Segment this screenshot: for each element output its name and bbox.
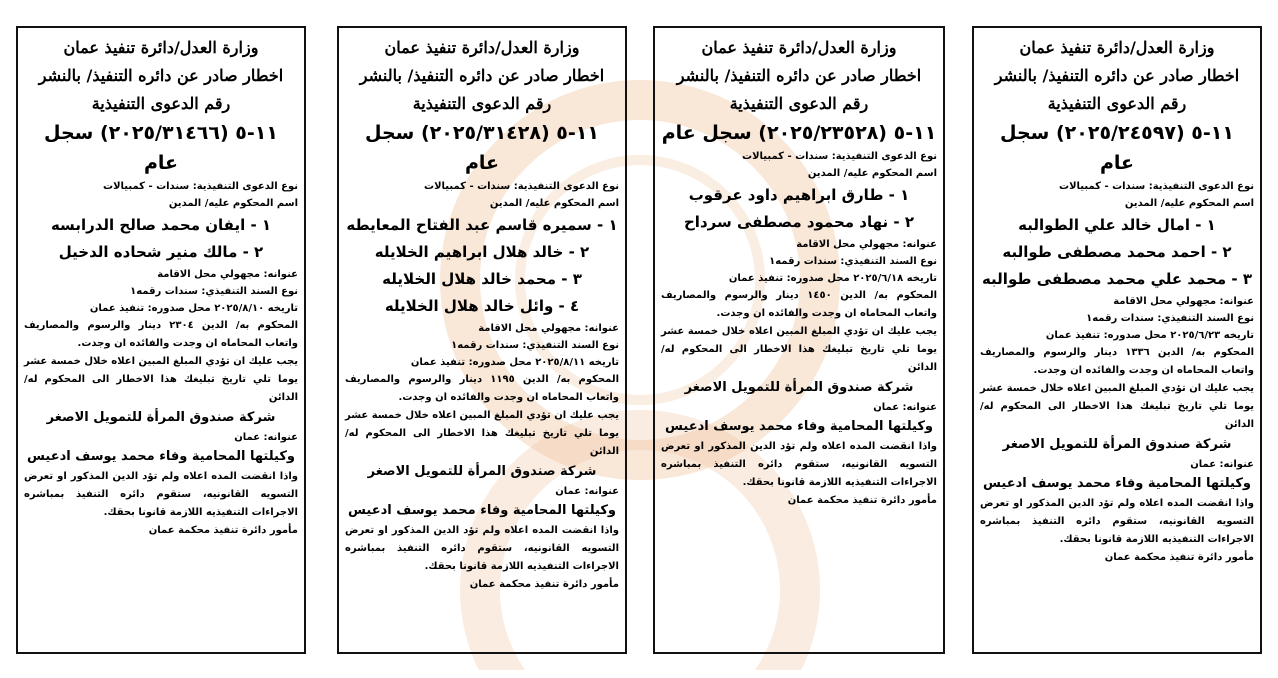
- notice-4: [972, 26, 1262, 654]
- creditor-name: شركة صندوق المرأة للتمويل الاصغر: [46, 410, 276, 425]
- address: عنوانه: مجهولي محل الاقامة: [478, 323, 619, 334]
- judgment-text: المحكوم به/ الدين ١٣٣٦ دينار والرسوم والمصاريف واتعاب المحاماه ان وجدت والفائده ان وجدت.: [980, 347, 1255, 376]
- creditor-address: عنوانه: عمان: [555, 486, 619, 497]
- notice-2: [337, 26, 627, 654]
- case-number: ١١-٥ (٢٠٢٥/٢٣٥٢٨) سجل عام: [661, 122, 937, 144]
- header-line: وزارة العدل/دائرة تنفيذ عمان: [701, 38, 897, 57]
- lawyer-name: وكيلتها المحامية وفاء محمد يوسف ادعيس: [983, 476, 1251, 491]
- judgment-text: المحكوم به/ الدين ١٤٥٠ دينار والرسوم والمصاريف واتعاب المحاماه ان وجدت والفائده ان وجدت.: [661, 290, 938, 319]
- address: عنوانه: مجهولي محل الاقامة: [1113, 296, 1254, 307]
- notice-3: [653, 26, 945, 654]
- demand-text: يجب عليك ان تؤدي المبلغ المبين اعلاه خلال خمسة عشر يوما تلي تاريخ تبليغك هذا الاخطار الى المحكوم له/ الدائن: [344, 410, 619, 457]
- notice-1: [16, 26, 306, 654]
- document-type: نوع السند التنفيذي: سندات رقمه١: [769, 256, 937, 267]
- debtor-name: ١ - طارق ابراهيم داود عرقوب: [688, 186, 910, 204]
- header-line: اخطار صادر عن دائره التنفيذ/ بالنشر: [38, 66, 284, 85]
- debtor-label: اسم المحكوم عليه/ المدين: [807, 168, 937, 179]
- officer-signature: مأمور دائرة تنفيذ محكمة عمان: [1104, 552, 1254, 563]
- debtor-name: ١ - امال خالد علي الطوالبه: [1018, 216, 1216, 234]
- demand-text: يجب عليك ان تؤدي المبلغ المبين اعلاه خلال خمسة عشر يوما تلي تاريخ تبليغك هذا الاخطار الى المحكوم له/ الدائن: [979, 383, 1254, 430]
- warning-text: واذا انقضت المده اعلاه ولم تؤد الدين المذكور او تعرض التسويه القانونيه، ستقوم دائره التنفيذ بمباشره الاجراءات التنفيذيه اللازمة قانونا بحقك.: [24, 471, 298, 518]
- document-date: تاريخه ٢٠٢٥/٦/١٨ محل صدوره: تنفيذ عمان: [728, 273, 937, 284]
- header-line: رقم الدعوى التنفيذية: [729, 94, 869, 113]
- debtor-name: ٣ - محمد علي محمد مصطفى طوالبه: [981, 270, 1253, 288]
- officer-signature: مأمور دائرة تنفيذ محكمة عمان: [148, 525, 298, 536]
- document-type: نوع السند التنفيذي: سندات رقمه١: [130, 286, 298, 297]
- case-number: ١١-٥ (٢٠٢٥/٣١٤٢٨) سجل عام: [365, 122, 599, 174]
- officer-signature: مأمور دائرة تنفيذ محكمة عمان: [787, 495, 937, 506]
- lawyer-name: وكيلتها المحامية وفاء محمد يوسف ادعيس: [27, 449, 295, 464]
- demand-text: يجب عليك ان تؤدي المبلغ المبين اعلاه خلال خمسة عشر يوما تلي تاريخ تبليغك هذا الاخطار الى المحكوم له/ الدائن: [23, 356, 298, 403]
- case-type: نوع الدعوى التنفيذية: سندات - كمبيالات: [742, 151, 937, 162]
- creditor-address: عنوانه: عمان: [873, 402, 937, 413]
- debtor-name: ٤ - وائل خالد هلال الخلايله: [384, 297, 580, 315]
- header-line: رقم الدعوى التنفيذية: [412, 94, 552, 113]
- header-line: اخطار صادر عن دائره التنفيذ/ بالنشر: [994, 66, 1240, 85]
- document-type: نوع السند التنفيذي: سندات رقمه١: [1086, 313, 1254, 324]
- case-number: ١١-٥ (٢٠٢٥/٢٤٥٩٧) سجل عام: [1000, 122, 1234, 174]
- case-type: نوع الدعوى التنفيذية: سندات - كمبيالات: [1059, 181, 1254, 192]
- warning-text: واذا انقضت المده اعلاه ولم تؤد الدين المذكور او تعرض التسويه القانونيه، ستقوم دائره التنفيذ بمباشره الاجراءات التنفيذيه اللازمة قانونا بحقك.: [345, 525, 619, 572]
- document-date: تاريخه ٢٠٢٥/٦/٢٣ محل صدوره: تنفيذ عمان: [1045, 330, 1254, 341]
- creditor-name: شركة صندوق المرأة للتمويل الاصغر: [684, 380, 914, 395]
- header-line: وزارة العدل/دائرة تنفيذ عمان: [63, 38, 259, 57]
- debtor-label: اسم المحكوم عليه/ المدين: [489, 198, 619, 209]
- officer-signature: مأمور دائرة تنفيذ محكمة عمان: [469, 579, 619, 590]
- creditor-name: شركة صندوق المرأة للتمويل الاصغر: [367, 464, 597, 479]
- debtor-label: اسم المحكوم عليه/ المدين: [168, 198, 298, 209]
- document-date: تاريخه ٢٠٢٥/٨/١٠ محل صدوره: تنفيذ عمان: [89, 303, 298, 314]
- case-type: نوع الدعوى التنفيذية: سندات - كمبيالات: [424, 181, 619, 192]
- debtor-name: ٢ - احمد محمد مصطفى طوالبه: [1002, 243, 1232, 261]
- header-line: اخطار صادر عن دائره التنفيذ/ بالنشر: [676, 66, 922, 85]
- case-type: نوع الدعوى التنفيذية: سندات - كمبيالات: [103, 181, 298, 192]
- lawyer-name: وكيلتها المحامية وفاء محمد يوسف ادعيس: [348, 503, 616, 518]
- header-line: وزارة العدل/دائرة تنفيذ عمان: [384, 38, 580, 57]
- warning-text: واذا انقضت المده اعلاه ولم تؤد الدين المذكور او تعرض التسويه القانونيه، ستقوم دائره التنفيذ بمباشره الاجراءات التنفيذيه اللازمة قانونا بحقك.: [661, 441, 937, 488]
- lawyer-name: وكيلتها المحامية وفاء محمد يوسف ادعيس: [665, 419, 933, 434]
- warning-text: واذا انقضت المده اعلاه ولم تؤد الدين المذكور او تعرض التسويه القانونيه، ستقوم دائره التنفيذ بمباشره الاجراءات التنفيذيه اللازمة قانونا بحقك.: [980, 498, 1254, 545]
- debtor-label: اسم المحكوم عليه/ المدين: [1124, 198, 1254, 209]
- header-line: اخطار صادر عن دائره التنفيذ/ بالنشر: [359, 66, 605, 85]
- creditor-name: شركة صندوق المرأة للتمويل الاصغر: [1002, 437, 1232, 452]
- debtor-name: ١ - سميره قاسم عبد الفتاح المعايطه: [346, 216, 618, 234]
- creditor-address: عنوانه: عمان: [234, 432, 298, 443]
- debtor-name: ٣ - محمد خالد هلال الخلايله: [382, 270, 582, 288]
- judgment-text: المحكوم به/ الدين ٢٣٠٤ دينار والرسوم والمصاريف واتعاب المحاماه ان وجدت والفائده ان وجدت.: [24, 320, 299, 349]
- debtor-name: ٢ - مالك منير شحاده الدخيل: [58, 243, 264, 261]
- header-line: رقم الدعوى التنفيذية: [91, 94, 231, 113]
- debtor-name: ١ - ايفان محمد صالح الدرابسه: [50, 216, 272, 234]
- document-date: تاريخه ٢٠٢٥/٨/١١ محل صدوره: تنفيذ عمان: [410, 357, 619, 368]
- creditor-address: عنوانه: عمان: [1190, 459, 1254, 470]
- address: عنوانه: مجهولي محل الاقامة: [157, 269, 298, 280]
- document-type: نوع السند التنفيذي: سندات رقمه١: [451, 340, 619, 351]
- judgment-text: المحكوم به/ الدين ١١٩٥ دينار والرسوم والمصاريف واتعاب المحاماه ان وجدت والفائده ان وجدت.: [345, 374, 620, 403]
- header-line: وزارة العدل/دائرة تنفيذ عمان: [1019, 38, 1215, 57]
- debtor-name: ٢ - نهاد محمود مصطفى سرداح: [684, 213, 914, 231]
- case-number: ١١-٥ (٢٠٢٥/٣١٤٦٦) سجل عام: [44, 122, 278, 174]
- header-line: رقم الدعوى التنفيذية: [1047, 94, 1187, 113]
- debtor-name: ٢ - خالد هلال ابراهيم الخلايله: [374, 243, 590, 261]
- address: عنوانه: مجهولي محل الاقامة: [796, 239, 937, 250]
- demand-text: يجب عليك ان تؤدي المبلغ المبين اعلاه خلال خمسة عشر يوما تلي تاريخ تبليغك هذا الاخطار الى المحكوم له/ الدائن: [661, 326, 937, 373]
